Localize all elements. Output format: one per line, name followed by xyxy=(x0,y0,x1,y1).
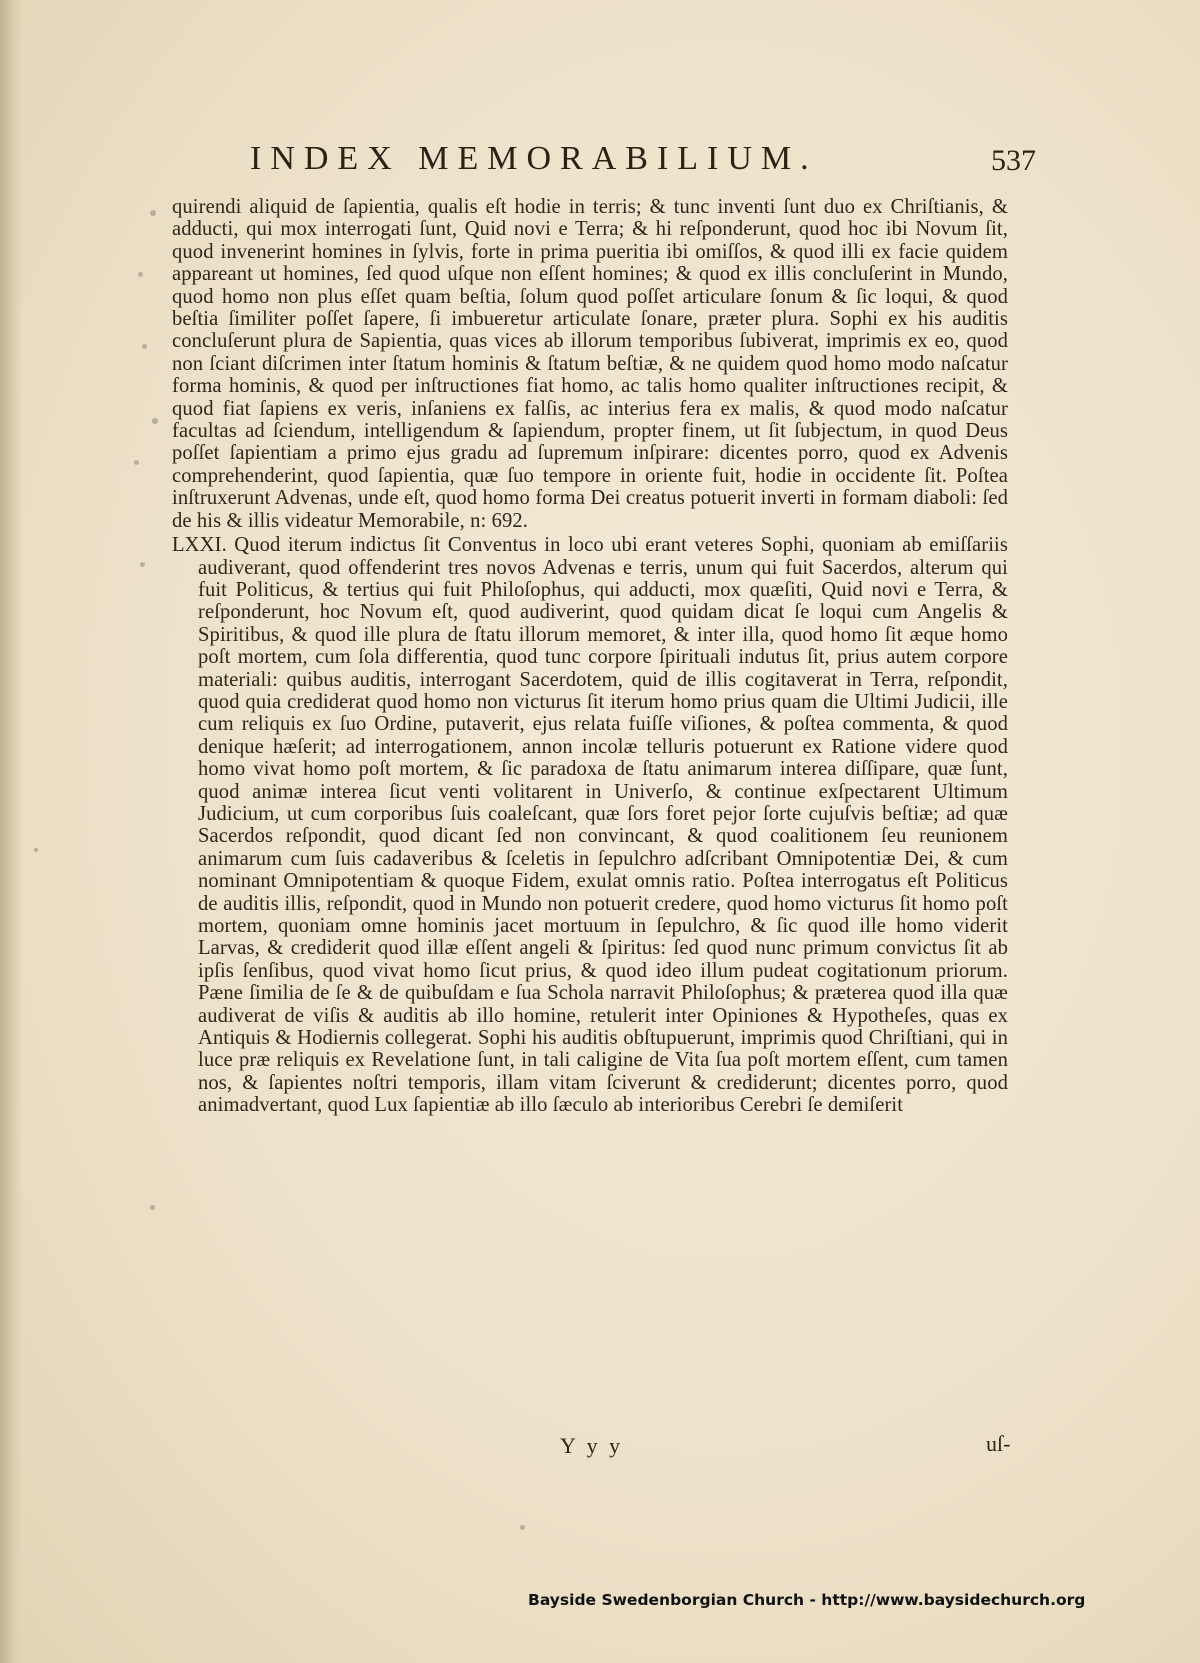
body-text xyxy=(172,196,1008,1117)
catchword: uſ- xyxy=(986,1431,1011,1456)
margin-speck xyxy=(520,1525,525,1530)
paragraph-continuation: quirendi aliquid de ſapientia, qualis eſt hodie in terris; & tunc inventi ſunt duo ex Chriſtianis, & adducti, qui mox interrogati ſunt, Quid novi e Terra; & hi reſponderunt, quod hoc ibi Novum ſit, quod invenerint homines in ſylvis, forte in prima pueritia ibi omiſſos, & quod illi ex facie quidem appareant ut homines, ſed quod uſque non eſſent homines; & quod ex illis concluſerint in Mundo, quod homo non plus eſſet quam beſtia, ſolum quod poſſet articulare ſonum & ſic loqui, & quod beſtia ſimiliter poſſet ſapere, ſi imbueretur articulate ſonare, præter plura. Sophi ex his auditis concluſerunt plura de Sapientia, quas vices ab illorum temporibus ſubiverat, imprimis ex eo, quod non ſciant diſcrimen inter ſtatum hominis & ſtatum beſtiæ, & ne quidem quod homo modo naſcatur forma hominis, & quod per inſtructiones fiat homo, ac talis homo qualiter inſtructiones recipit, & quod fiat ſapiens ex veris, inſaniens ex falſis, ac interius fera ex malis, & quod modo naſcatur facultas ad ſciendum, intelligendum & ſapiendum, propter finem, ut ſit ſubjectum, in quod Deus poſſet ſapientiam a primo ejus gradu ad ſupremum inſpirare: dicentes porro, quod ex Advenis comprehenderint, quod ſapientia, quæ ſuo tempore in oriente fuit, hodie in occidente ſit. Poſtea inſtruxerunt Advenas, unde eſt, quod homo forma Dei creatus potuerit inverti in formam diaboli: ſed de his & illis videatur Memorabile, n: 692. xyxy=(172,196,1008,532)
page-title: INDEX MEMORABILIUM. xyxy=(250,140,818,177)
margin-speck xyxy=(138,272,143,277)
margin-speck xyxy=(150,1205,155,1210)
footer-credit: Bayside Swedenborgian Church - http://www.baysidechurch.org xyxy=(528,1591,1086,1609)
paragraph-lxxi: LXXI. Quod iterum indictus ſit Conventus in loco ubi erant veteres Sophi, quoniam ab emiſſariis audiverant, quod offenderint tres novos Advenas e terris, unum qui fuit Sacerdos, alterum qui fuit Politicus, & tertius qui fuit Philoſophus, qui adducti, mox quæſiti, Quid novi e Terra, & reſponderunt, hoc Novum eſt, quod audiverint, quod quidam dicat ſe loqui cum Angelis & Spiritibus, & quod ille plura de ſtatu illorum memoret, & inter illa, quod homo ſit æque homo poſt mortem, cum ſola differentia, quod tunc corpore ſpirituali indutus ſit, prius autem corpore materiali: quibus auditis, interrogant Sacerdotem, quid de illis cogitaverat in Terra, reſpondit, quod quia crediderat quod homo non victurus ſit iterum homo prius quam die Ultimi Judicii, ille cum reliquis ex ſuo Ordine, putaverit, ejus relata fuiſſe viſiones, & poſtea commenta, & quod denique hæſerit; ad interrogationem, annon incolæ telluris potuerunt ex Ratione videre quod homo vivat homo poſt mortem, & ſic paradoxa de ſtatu animarum interea diſſipare, quæ ſunt, quod animæ interea ſicut venti volitarent in Univerſo, & continue exſpectarent Ultimum Judicium, ut cum corporibus ſuis coaleſcant, quæ ſors foret pejor ſorte cujuſvis beſtiæ; ad quæ Sacerdos reſpondit, quod dicant ſed non convincant, & quod coalitionem ſeu reunionem animarum cum ſuis cadaveribus & ſceletis in ſepulchro adſcribant Omnipotentiæ Dei, & cum nominant Omnipotentiam & quoque Fidem, exulat omnis ratio. Poſtea interrogatus eſt Politicus de auditis illis, reſpondit, quod in Mundo non potuerit credere, quod homo victurus ſit homo poſt mortem, quoniam omne hominis jacet mortuum in ſepulchro, & ſic quod ille homo viderit Larvas, & crediderit quod illæ eſſent angeli & ſpiritus: ſed quod nunc primum convictus ſit ab ipſis ſenſibus, quod vivat homo ſicut prius, & quod ideo illum pudeat cogitationum priorum. Pæne ſimilia de ſe & de quibuſdam e ſua Schola narravit Philoſophus; & præterea quod illa quæ audiverat de viſis & auditis ab illo homine, retulerit inter Opiniones & Hypotheſes, quas ex Antiquis & Hodiernis collegerat. Sophi his auditis obſtupuerunt, imprimis quod Chriſtiani, qui in luce præ reliquis ex Revelatione ſunt, in tali caligine de Vita ſua poſt mortem eſſent, cum tamen nos, & ſapientes noſtri temporis, illam vitam ſciverunt & crediderunt; dicentes porro, quod animadvertant, quod Lux ſapientiæ ab illo ſæculo ab interioribus Cerebri ſe demiſerit xyxy=(172,534,1008,1117)
page-edge-shadow xyxy=(0,0,22,1663)
page-number: 537 xyxy=(991,144,1036,177)
running-head xyxy=(250,140,1036,180)
margin-speck xyxy=(140,562,145,567)
margin-speck xyxy=(34,848,38,852)
margin-speck xyxy=(142,344,147,349)
signature-mark: Y y y xyxy=(560,1433,624,1458)
margin-speck xyxy=(150,210,156,216)
margin-speck xyxy=(152,418,158,424)
margin-speck xyxy=(134,460,139,465)
